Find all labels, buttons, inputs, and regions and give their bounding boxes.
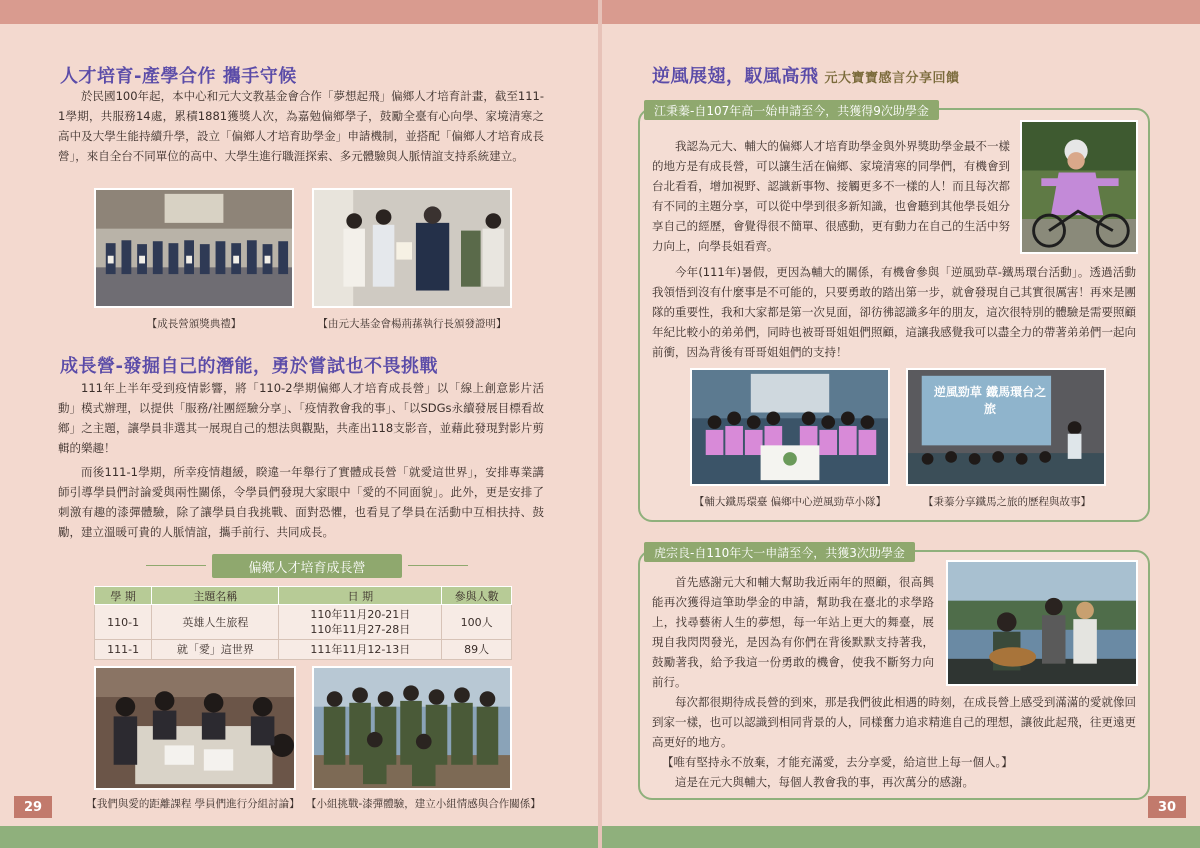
table-cell: 110年11月20-21日 110年11月27-28日 bbox=[279, 605, 442, 640]
card1-paragraph1: 我認為元大、輔大的偏鄉人才培育助學金與外界獎助學金最不一樣的地方是有成長營，可以讓生活在偏鄉、家境清寒的同學們，有機會到台北看看，增加視野、認識新事物、接觸更多不一樣的人！而且每次都有不同的主題分享，可以從中學到很多新知識，也會聽到其他學長姐分享自己的經歷，會覺得很不簡單、很感動，更有動力在自己的生活中努力向上，向學長姐看齊。 bbox=[652, 139, 1010, 253]
card1-paragraph2: 今年(111年)暑假，更因為輔大的關係，有機會參與「逆風勁草-鐵馬環台活動」。透過活動我領悟到沒有什麼事是不可能的，只要勇敢的踏出第一步，就會發現自己其實很厲害！再來是團隊的重要性，我和大家都是第一次見面，卻彷彿認識多年的朋友，這次很特別的體驗是需要照顧年紀比較小的弟弟們，同時也被哥哥姐姐們照顧，這讓我感覺我可以盡全力的帶著弟弟們一起向前衝，因為背後有哥哥姐姐們的支持！ bbox=[652, 265, 1136, 359]
table-row bbox=[95, 640, 512, 660]
card1-header: 江秉蓁-自107年高一始申請至今，共獲得9次助學金 bbox=[644, 100, 939, 120]
certificate-photo bbox=[312, 188, 512, 308]
right-title bbox=[652, 62, 960, 88]
table-header: 日 期 bbox=[279, 587, 442, 605]
caption-award-ceremony: 【成長營頒獎典禮】 bbox=[146, 318, 242, 330]
table-cell: 100人 bbox=[442, 605, 512, 640]
caption-cycling-team: 【輔大鐵馬環臺 偏鄉中心逆風勁草小隊】 bbox=[693, 496, 887, 508]
table-cell: 111年11月12-13日 bbox=[279, 640, 442, 660]
table-cell: 就「愛」這世界 bbox=[152, 640, 279, 660]
table-title: 偏鄉人才培育成長營 bbox=[212, 554, 402, 578]
section2-paragraph1: 111年上半年受到疫情影響，將「110-2學期偏鄉人才培育成長營」以「線上創意影片活動」模式辦理，以提供「服務/社團經驗分享」、「疫情教會我的事」、「以SDGs永續發展目標看故鄉」之主題，讓學員非選其一展現自己的想法與觀點，共產出118支影音，並藉此發現對影片剪輯的樂趣！ bbox=[58, 381, 544, 455]
music-performance-photo bbox=[946, 560, 1138, 686]
table-row bbox=[95, 605, 512, 640]
table-cell: 111-1 bbox=[95, 640, 152, 660]
section1-title: 人才培育-產學合作 攜手守候 bbox=[60, 66, 297, 87]
table-header: 主題名稱 bbox=[152, 587, 279, 605]
award-ceremony-photo bbox=[94, 188, 294, 308]
right-page bbox=[602, 0, 1200, 848]
table-cell: 英雄人生旅程 bbox=[152, 605, 279, 640]
caption-certificate: 【由元大基金會楊荊蓀執行長頒發證明】 bbox=[317, 318, 507, 330]
table-header: 學 期 bbox=[95, 587, 152, 605]
right-title-main: 逆風展翅，馭風高飛 bbox=[652, 66, 819, 87]
camp-table bbox=[94, 586, 512, 660]
card2-paragraph1: 首先感謝元大和輔大幫助我近兩年的照顧，很高興能再次獲得這筆助學金的申請，幫助我在臺北的求學路上，找尋藝術人生的夢想，每一年站上更大的舞臺，展現自我閃閃發光，是因為有你們在背後默默支持著我，鼓勵著我，給予我這一份勇敢的機會，使我不斷努力向前行。 bbox=[652, 575, 934, 689]
left-page bbox=[0, 0, 598, 848]
table-cell: 89人 bbox=[442, 640, 512, 660]
right-subtitle: 元大寶寶感言分享回饋 bbox=[824, 71, 960, 86]
card2-quote: 【唯有堅持永不放棄，才能充滿愛，去分享愛，給這世上每一個人。】 bbox=[662, 755, 1013, 769]
section1-paragraph: 於民國100年起，本中心和元大文教基金會合作「夢想起飛」偏鄉人才培育計畫，截至111-1學期，共服務14處，累積1881獲獎人次，為嘉勉偏鄉學子，鼓勵全臺有心向學、家境清寒之高中及大學生能持續升學，設立「偏鄉人才培育助學金」申請機制，並搭配「偏鄉人才培育成長營」，來自全台不同單位的高中、大學生進行職涯探索、多元體驗與人脈情誼支持系統建立。 bbox=[58, 89, 544, 163]
caption-paintball: 【小組挑戰-漆彈體驗，建立小組情感與合作關係】 bbox=[306, 798, 541, 810]
card2-closing: 這是在元大與輔大，每個人教會我的事，再次萬分的感謝。 bbox=[675, 775, 974, 789]
card2-paragraph2: 每次都很期待成長營的到來，那是我們彼此相遇的時刻，在成長營上感受到滿滿的愛就像回到家一樣，也可以認識到相同背景的人，同樣奮力追求精進自己的理想，讓彼此起飛，往更遠更高更好的地方。 bbox=[652, 695, 1136, 749]
table-header: 參與人數 bbox=[442, 587, 512, 605]
caption-group-discussion: 【我們與愛的距離課程 學員們進行分組討論】 bbox=[86, 798, 300, 810]
group-discussion-photo bbox=[94, 666, 296, 790]
paintball-photo bbox=[312, 666, 512, 790]
page-number-left: 29 bbox=[14, 796, 52, 818]
card2-header: 虎宗良-自110年大一申請至今，共獲3次助學金 bbox=[644, 542, 915, 562]
caption-sharing: 【秉蓁分享鐵馬之旅的歷程與故事】 bbox=[923, 496, 1091, 508]
section2-title: 成長營-發掘自己的潛能，勇於嘗試也不畏挑戰 bbox=[60, 356, 438, 377]
cycling-team-photo bbox=[690, 368, 890, 486]
cyclist-photo bbox=[1020, 120, 1138, 254]
sharing-presentation-photo bbox=[906, 368, 1106, 486]
table-cell: 110-1 bbox=[95, 605, 152, 640]
slide-text: 逆風勁草 鐵馬環台之旅 bbox=[933, 385, 1047, 416]
page-number-right: 30 bbox=[1148, 796, 1186, 818]
section2-paragraph2: 而後111-1學期，所幸疫情趨緩，睽違一年舉行了實體成長營「就愛這世界」，安排專業講師引導學員們討論愛與兩性關係，令學員們發現大家眼中「愛的不同面貌」。此外，更是安排了刺激有趣的漆彈體驗，除了讓學員自我挑戰、面對恐懼，也看見了學員在活動中互相扶持、鼓勵，建立溫暖可貴的人脈情誼，攜手前行、共同成長。 bbox=[58, 465, 544, 539]
